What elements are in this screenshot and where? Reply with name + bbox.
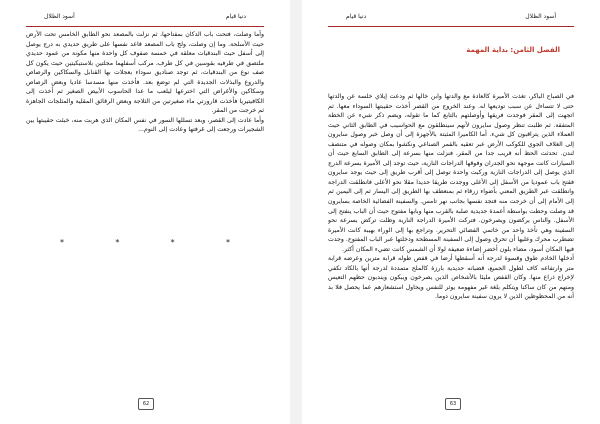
chapter-title: الفصل الثامن: بداية المهمة bbox=[466, 46, 560, 54]
left-page-number: 62 bbox=[138, 398, 154, 410]
right-page-number: 63 bbox=[445, 398, 461, 410]
right-header-author: دنيا قيام bbox=[346, 13, 367, 20]
star-separator: * bbox=[60, 238, 64, 247]
left-header-title: أسود الظلال bbox=[44, 13, 75, 20]
left-paragraph-1: وأما وصلت، فتحت باب الدكان بمفتاحها، ثم نزلت بالمصعد نحو الطابق الخامس تحت الأرض حيث الأسلحة. وما إن وصلت، ولج باب المصعد قاعد نفسها على طريق حديدي به درج يوصل إلى أسفل حيث البندقيات معلقة في خمسة صفوف كل واحدة منها مكونة من عمود حديدي ملتصق في طرفيه بقوسين في كل طرف، مركب أسفلهما مجلتين بلاستيكيتين حيث يكون كل صف نوع من البندقيات، ثم توجد صناديق سوداء بعجلات بها القنابل والسكاكين والرصاص والدروع والبذلات الجديدة التي لم توضع بعد. فأخذت منها مسدسا عاديا وبعض الرصاص وسكاكين والأغراض التي اخترعها ليلعب ما عدا الحاسوب الأبيض الصغير ثم أخذت إلى الكافيتيريا فأخذت قارورتي ماء صغيرتين من الثلاجة وبعض الرقائق المقلية والمثلجات الجاهزة ثم خرجت من المقر. bbox=[26, 31, 264, 115]
book-gutter bbox=[290, 0, 302, 424]
star-separator: * bbox=[170, 238, 175, 247]
section-break-stars bbox=[60, 238, 230, 248]
left-paragraph-2: وأما عادت إلى القصر، وبعد تسللها السور في نفس المكان الذي هربت منه، خبئت حقيبتها بين الشجيرات ورجعت إلى غرفتها وعادت إلى النوم... bbox=[26, 116, 264, 134]
right-paragraph-2: أدخلها الخادم طوق وقسوة لدرجة أنه أسقطها أرضا في قفص طوله قرابة مترين وعرضه قرابة متر وارتفاعه كاف لطول الجميع، قضبانه حديدية بارزة كالملح متمددة لدرجة أنها بالكاد تكفي لإخراج ذراع منها. وكان القفص مليئا بالأشخاص الذين يصرخون ويبكون ويندبون حظهم التعيس ومنهم من كان ساكنا ويتكلم بلغة غير مفهومة يوثر للنفس ويحاول استشعارهم عما يحصل فلا بد أنه من المحظوظين الذين لا يرون سفينة سايرون دوما. bbox=[328, 255, 574, 301]
left-header-author: دنيا قيام bbox=[225, 13, 246, 20]
star-separator: * bbox=[115, 238, 120, 247]
right-page-body bbox=[328, 92, 574, 402]
left-page-body bbox=[26, 30, 264, 230]
right-paragraph-1: في الصباح الباكر، تغذت الأميرة كالعادة مع والدتها وابن خالها ثم ودعت إيلاي خلسة عن والدتها حتى لا تتساءل عن سبب توديعها له. وعند الخروج من القصر أخذت حقيبتها السوداء معها. ثم اتجهت إلى المقر فوجدت فريقها وأوصلتهم بالتابع كما ما تقوله، ويضم ذكر شيء عن الخطة المتفقة. ثم طلبت تنظر وصول سايرون لأنهم سينطلقون مع الحواسيب في الطابق الثاني حيث العملاء الذين يتراقبون كل شيء. أما الكاميرا المثبتة بالأجهزة إلى أن وصل خبر وصول سايرون إلى الغلاف الجوي للكوكب الأرض عبر تعقيه بالقمر الصناعي ونكشوا بمكان وصوله في متنصف لندن. تحدثت الحظ أنه قريب جدا من المقر. فنزلت منها بسرعة إلى الطابق السابع حيث أن السيارات كانت موجهة نحو الجدران وفوقها الدراجات النارية، حيث توجد إلى الأميرة بسرعة الدرج الذي يوصل إلى الدراجات النارية وركبت واحدة توصل إلى أقرب طريق إلى حيث يوجد سايرون فقتح باب عموديا من الأسفل إلى الأعلى ووجدت طريقا حديدا مقلا نحو الأعلى فانطلقت الدراجة وانطلقت عبر الطريق المعني بأضواء زرقاء ثم بمنعطف بها الطريق إلى اليسار ثم إلى اليمين ثم إلى الأمام إلى أن خرجت منه فتجد نفسها بجانب نهر تامس. والسفينة الفضائية الخاصة بسايرون قد وصلت وحطت بواسطة أعمدة حديدية صلبة بالقرب منها وبابها مفتوح حيث أن الباب ينفتح إلى الأسفل. والناس يركضون ويصرخون. فتركت الأميرة الدراجة النارية وظلت تركض بسرعة نحو السفينة وهي تأخذ واحد من خاتمي الفضائي التحرير. وتراجع بها إلى الوراء بهيبة كانت الأميرة تضطرب محرك وعليها أن تحرق وصول إلى السفينة المسطحة ودخلتها عبر الباب المفتوح. وجدت فيها المكان أسود، مضاء بلون أخضر إضاءة ضعيفة لولا أن الشمس كانت تضيء المكان أكثر. bbox=[328, 93, 574, 253]
left-page-header bbox=[26, 12, 264, 27]
right-page bbox=[302, 0, 600, 424]
right-page-header bbox=[328, 12, 574, 27]
star-separator: * bbox=[225, 238, 230, 247]
right-header-title: أسود الظلال bbox=[525, 13, 556, 20]
left-page bbox=[0, 0, 290, 424]
